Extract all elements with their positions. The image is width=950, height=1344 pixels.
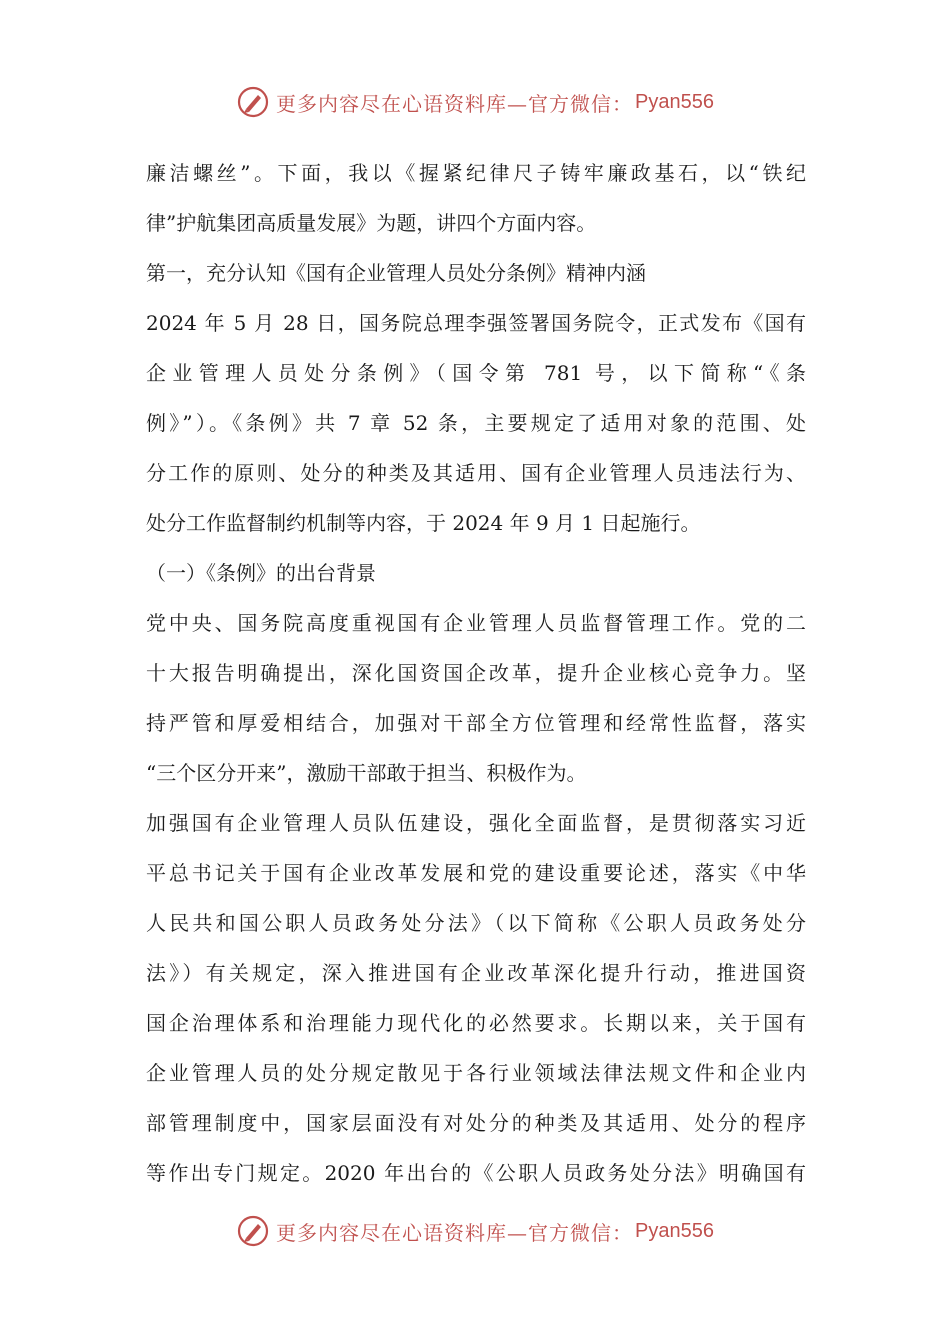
banner-text: 更多内容尽在心语资料库—官方微信： xyxy=(276,91,634,116)
text-line: 廉洁螺丝”。下面，我以《握紧纪律尺子铸牢廉政基石，以“铁纪 xyxy=(146,161,806,185)
text-line: 法》）有关规定，深入推进国有企业改革深化提升行动，推进国资 xyxy=(146,961,806,985)
text-line: （一）《条例》的出台背景 xyxy=(146,561,376,585)
text-line: 2024 年 5 月 28 日，国务院总理李强签署国务院令，正式发布《国有 xyxy=(146,311,806,335)
text-line: 人民共和国公职人员政务处分法》（以下简称《公职人员政务处分 xyxy=(146,911,806,935)
footer-watermark-banner xyxy=(0,1211,950,1251)
banner-wechat-id: Pyan556 xyxy=(635,1219,714,1242)
text-line: 部管理制度中，国家层面没有对处分的种类及其适用、处分的程序 xyxy=(146,1111,806,1135)
text-line: 持严管和厚爱相结合，加强对干部全方位管理和经常性监督，落实 xyxy=(146,711,806,735)
text-line: 第一，充分认知《国有企业管理人员处分条例》精神内涵 xyxy=(146,261,646,285)
text-line: 加强国有企业管理人员队伍建设，强化全面监督，是贯彻落实习近 xyxy=(146,811,806,835)
document-body xyxy=(146,148,806,1198)
text-line: 处分工作监督制约机制等内容，于 2024 年 9 月 1 日起施行。 xyxy=(146,511,701,535)
text-line: 国企治理体系和治理能力现代化的必然要求。长期以来，关于国有 xyxy=(146,1011,806,1035)
text-line: 律”护航集团高质量发展》为题，讲四个方面内容。 xyxy=(146,211,597,235)
text-line: 等作出专门规定。2020 年出台的《公职人员政务处分法》明确国有 xyxy=(146,1161,806,1185)
text-line: 分工作的原则、处分的种类及其适用、国有企业管理人员违法行为、 xyxy=(146,461,806,485)
text-line: 十大报告明确提出，深化国资国企改革，提升企业核心竞争力。坚 xyxy=(146,661,806,685)
text-line: 企业管理人员处分条例》（国令第 781 号，以下简称“《条 xyxy=(146,361,806,385)
text-line: “三个区分开来”，激励干部敢于担当、积极作为。 xyxy=(146,761,587,785)
pen-logo-icon xyxy=(236,1214,270,1248)
header-watermark-banner xyxy=(0,82,950,122)
pen-logo-icon xyxy=(236,85,270,119)
text-line: 平总书记关于国有企业改革发展和党的建设重要论述，落实《中华 xyxy=(146,861,806,885)
text-line: 例》”）。《条例》共 7 章 52 条，主要规定了适用对象的范围、处 xyxy=(146,411,806,435)
banner-text: 更多内容尽在心语资料库—官方微信： xyxy=(276,1220,634,1245)
text-line: 党中央、国务院高度重视国有企业管理人员监督管理工作。党的二 xyxy=(146,611,806,635)
text-line: 企业管理人员的处分规定散见于各行业领域法律法规文件和企业内 xyxy=(146,1061,806,1085)
banner-wechat-id: Pyan556 xyxy=(635,90,714,113)
